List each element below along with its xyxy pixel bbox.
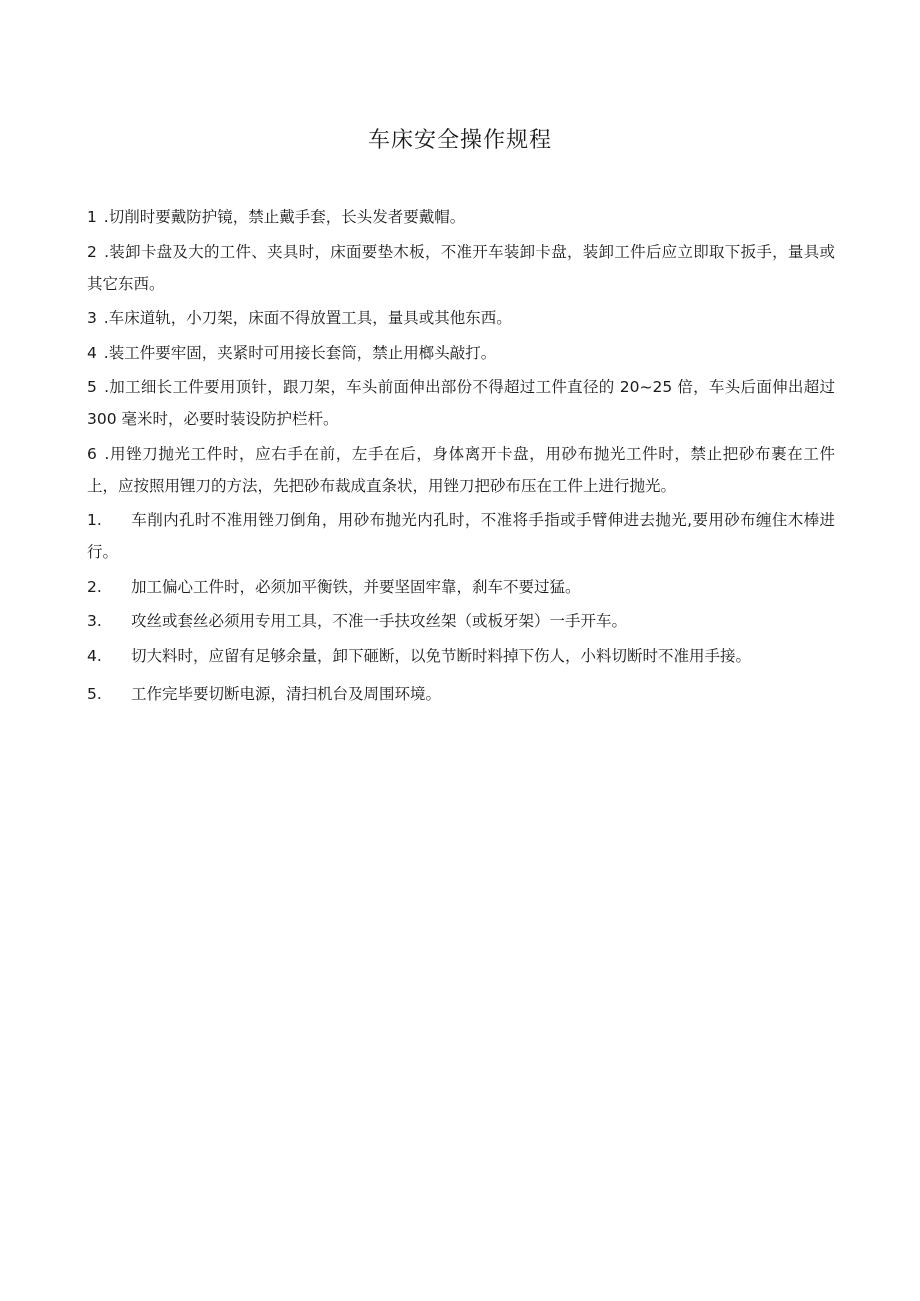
rule-item [87,605,835,637]
rule-text: .装卸卡盘及大的工件、夹具时，床面要垫木板，不准开车装卸卡盘，装卸工件后应立即取下扳手，量具或其它东西。 [87,242,835,293]
rule-number: 3. [87,612,102,630]
rule-text: 工作完毕要切断电源，清扫机台及周围环境。 [131,684,442,703]
rule-item [87,504,835,568]
rule-text: 攻丝或套丝必须用专用工具，不准一手扶攻丝架（或板牙架）一手开车。 [131,612,628,630]
rule-item [87,302,835,334]
rule-number: 3 [87,309,97,327]
rule-number: 5 [87,378,97,396]
rule-item [87,438,835,502]
rule-text: .加工细长工件要用顶针，跟刀架，车头前面伸出部份不得超过工件直径的 20~25 倍，车头后面伸出超过 300 毫米时，必要时装设防护栏杆。 [87,378,835,428]
rule-number: 4. [87,646,102,665]
rule-number: 2 [87,242,97,261]
rule-item [87,571,835,603]
rule-item [87,201,835,233]
rule-item [87,678,835,710]
rule-number: 5. [87,684,102,703]
rule-number: 4 [87,343,97,362]
rule-text: 切大料时，应留有足够余量，卸下砸断，以免节断时料掉下伤人，小料切断时不准用手接。 [131,646,752,665]
document-title: 车床安全操作规程 [367,128,552,153]
rule-item [87,236,835,300]
rules-list [87,201,835,712]
rule-text: .车床道轨，小刀架，床面不得放置工具，量具或其他东西。 [98,309,512,327]
rule-text: .切削时要戴防护镜，禁止戴手套，长头发者要戴帽。 [98,208,466,226]
rule-text: 加工偏心工件时，必须加平衡铁，并要坚固牢靠，刹车不要过猛。 [131,577,581,596]
rule-text: .用锉刀抛光工件时，应右手在前，左手在后，身体离开卡盘，用砂布抛光工件时，禁止把砂布裹在工件上，应按照用锂刀的方法，先把砂布裁成直条状，用锉刀把砂布压在工件上进行抛光。 [87,444,835,495]
rule-item [87,337,835,369]
rule-item [87,371,835,435]
rule-number: 1. [87,511,102,529]
rule-text: 车削内孔时不准用锉刀倒角，用砂布抛光内孔时，不准将手指或手臂伸进去抛光,要用砂布缠住木棒进行。 [87,511,835,561]
rule-number: 1 [87,208,97,226]
rule-item [87,640,835,672]
rule-number: 6 [87,444,97,463]
rule-text: .装工件要牢固，夹紧时可用接长套筒，禁止用榔头敲打。 [98,343,497,362]
rule-number: 2. [87,577,102,596]
